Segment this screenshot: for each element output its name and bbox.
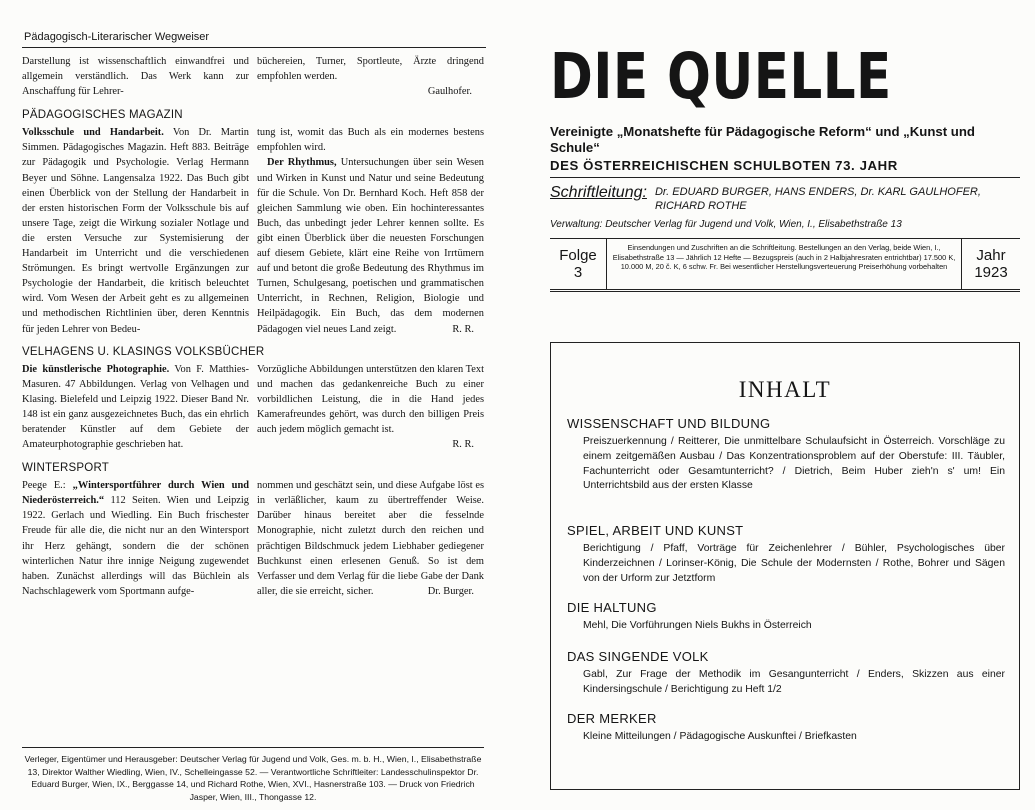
continuation-text-right: büchereien, Turner, Sportleute, Ärzte dringend empfohlen werden.: [257, 56, 484, 83]
toc-title: INHALT: [738, 377, 832, 402]
masthead-title: DIE QUELLE: [550, 40, 892, 113]
review-title: „Wintersportführer durch Wien und Niederösterreich.“: [22, 480, 249, 507]
editors-label: Schriftleitung:: [550, 184, 647, 201]
toc-section: [567, 523, 1005, 586]
review-text: Von Dr. Martin Simmen. Pädagogisches Magazin. Heft 883. Beiträge zur Pädagogik und Psychologie. Verlag Hermann Beyer und Söhne. Langensalza 1922. Das Buch gibt einen Überblick von der Stellung der Handarbeit in der ersten historischen Form der Volksschule bis auf unsere Tage, zeigt die Wirkung sozialer Notlage und die ersten Versuche zur Systemisierung der Handarbeit im Unterricht und die verschiedenen Strömungen. Es bringt wertvolle Ergänzungen zur Psychologie der Handarbeit, die kritisch beleuchtet wird. Vom Wesen der Arbeit geht es zu allgemeinen und methodischen Richtlinien über, deren Kenntnis für jeden Lehrer von Bedeu-: [22, 127, 249, 335]
toc-section: [567, 711, 1005, 745]
toc-section-entries: Gabl, Zur Frage der Methodik im Gesangunterricht / Enders, Skizzen aus einer Kindersingschule / Berichtigung zu Heft 1/2: [583, 669, 1005, 695]
review-signature: R. R.: [452, 439, 474, 451]
toc-section-entries: Mehl, Die Vorführungen Niels Bukhs in Österreich: [583, 620, 812, 631]
review-text: Untersuchungen über sein Wesen und Wirken in Kunst und Natur und seine Bedeutung für die Schule. Von Dr. Bernhard Koch. Heft 858 der gleichen Sammlung wie oben. Ein hochinteressantes Buch, das unbedingt jeder Lehrer kennen sollte. Es gibt einen Überblick über die neuesten Forschungen auf diesem Gebiete, klärt eine Reihe von Irrtümern auf und betont die große Bedeutung des Rhythmus im Turnen, Schulgesang, poetischen und grammatischen Unterricht, in Rechnen, Religion, Biologie und Heilpädagogik. Ein Buch, das dem modernen Pädagogen viel neues Land zeigt.: [257, 157, 485, 335]
review-title: Die künstlerische Photographie.: [22, 363, 170, 375]
administration-address: Verwaltung: Deutscher Verlag für Jugend und Volk, Wien, I., Elisabethstraße 13: [550, 219, 902, 230]
left-page: [0, 0, 505, 810]
issue-number: 3: [573, 264, 583, 281]
toc-section-entries: Preiszuerkennung / Reitterer, Die unmittelbare Schulaufsicht in Österreich. Vorschläge zu einem zeitgemäßen Ausbau / Das Konzentrationsproblem auf der Oberstufe: III. Täubler, Fachunterricht oder Gesamtunterricht? / Dietrich, Beim Huber zieh'n s' um! Ein Unterrichtsbild aus der ersten Klasse: [583, 436, 1005, 492]
imprint: Verleger, Eigentümer und Herausgeber: Deutscher Verlag für Jugend und Volk, Ges. m. b. H., Wien, I., Elisabethstraße 13, Direktor Walther Wiedling, Wien, IV., Schelleingasse 52. — Verantwortliche Schriftleiter: Landesschulinspektor Dr. Eduard Burger, Wien, IX., Berggasse 14, und Richard Rothe, Wien, XVI., Hasnerstraße 103. — Druck von Friedrich Jasper, Wien, III., Thongasse 12.: [22, 747, 484, 803]
issue-number-box: [550, 239, 607, 289]
year-label: Jahr: [976, 247, 1006, 264]
toc-section: [567, 600, 1005, 634]
toc-section-heading: SPIEL, ARBEIT UND KUNST: [567, 523, 744, 538]
review-title: Volksschule und Handarbeit.: [22, 127, 164, 139]
running-head: Pädagogisch-Literarischer Wegweiser: [22, 0, 486, 48]
review-signature: R. R.: [452, 323, 474, 335]
toc-section-heading: DAS SINGENDE VOLK: [567, 649, 709, 664]
table-of-contents: [550, 342, 1020, 790]
editorial-board: [550, 177, 1020, 230]
right-page: [536, 0, 1035, 810]
continuation-text-left: Darstellung ist wissenschaftlich einwandfrei und allgemein verständlich. Das Werk kann zur Anschaffung für Lehrer-: [22, 56, 249, 98]
review-signature: Gaulhofer.: [427, 86, 472, 98]
toc-section-heading: DER MERKER: [567, 711, 657, 726]
year-number: 1923: [974, 264, 1008, 281]
masthead-subtitle: Vereinigte „Monatshefte für Pädagogische Reform“ und „Kunst und Schule“: [550, 124, 975, 155]
issue-info-bar: [550, 238, 1020, 292]
toc-section-heading: DIE HALTUNG: [567, 600, 657, 615]
review-signature: Dr. Burger.: [427, 585, 474, 597]
section-title-wintersport: WINTERSPORT: [22, 462, 109, 475]
top-continuation: [22, 54, 484, 99]
review-title: Der Rhythmus,: [267, 157, 337, 169]
review-text: Vorzügliche Abbildungen unterstützen den klaren Text und machen das gedankenreiche Buch zu einer vorbildlichen Leistung, die in die Hand jedes Kamerafreundes gehört, was durch den billigen Preis auch jedem möglich gemacht ist.: [257, 363, 484, 435]
section-title-paedagogisches-magazin: PÄDAGOGISCHES MAGAZIN: [22, 109, 183, 122]
toc-section-heading: WISSENSCHAFT UND BILDUNG: [567, 416, 771, 431]
masthead-subtitle-2: DES ÖSTERREICHISCHEN SCHULBOTEN 73. JAHR: [550, 158, 898, 173]
issue-label: Folge: [559, 247, 597, 264]
year-box: [962, 239, 1020, 289]
review-text: 112 Seiten. Wien und Leipzig 1922. Gerlach und Wiedling. Ein Buch frischester Freude für alle die, die nicht nur an den Wintersport ihr Herz gehängt, sondern die der schönen winterlichen Natur ihre innige Neigung zugewendet haben. Zunächst allerdings will das Büchlein als Nachschlagewerk vom Sportmann aufge-: [22, 495, 249, 597]
toc-section-entries: Kleine Mitteilungen / Pädagogische Auskunftei / Briefkasten: [583, 731, 857, 742]
editors-names: Dr. EDUARD BURGER, HANS ENDERS, Dr. KARL GAULHOFER, RICHARD ROTHE: [654, 186, 981, 212]
review-text: Von F. Matthies-Masuren. 47 Abbildungen. Verlag von Velhagen und Klasing. Bielefeld und Leipzig 1922. Dieser Band Nr. 148 ist ein ganz ausgezeichnetes Buch, das ein ehrlich beratender Künstler auf dem Gebiete der Amateurphotographie geschrieben hat.: [22, 363, 249, 451]
review-author: Peege E.:: [22, 480, 66, 492]
section-title-velhagens: VELHAGENS U. KLASINGS VOLKSBÜCHER: [22, 345, 265, 358]
section-velhagens: [22, 362, 484, 453]
section-paedagogisches-magazin: [22, 125, 484, 336]
toc-section-entries: Berichtigung / Pfaff, Vorträge für Zeichenlehrer / Bühler, Psychologisches über Kinderzeichnen / Lorinser-König, Die Schule der Modernsten / Rothe, Bohrer und Sägen von der Urform zur Jetztform: [583, 543, 1005, 584]
toc-section: [567, 416, 1005, 494]
section-wintersport: [22, 478, 484, 599]
review-text: tung ist, womit das Buch als ein modernes bestens empfohlen wird.: [257, 127, 484, 154]
review-text: nommen und geschätzt sein, und diese Aufgabe löst es in verläßlicher, kaum zu übertreffender Weise. Darüber hinaus bereitet aber die fesselnde Monographie, nicht zuletzt durch den reichen und prächtigen Bildschmuck jedem Liebhaber gediegener Buchkunst einen erlesenen Genuß. So ist dem Verfasser und dem Verlag für die liebe Gabe der Dank aller, die sie erreicht, sicher.: [257, 480, 484, 597]
toc-section: [567, 649, 1005, 698]
subscription-info: Einsendungen und Zuschriften an die Schriftleitung. Bestellungen an den Verlag, beide Wien, I., Elisabethstraße 13 — Jährlich 12 Hefte — Bezugspreis (auch in 2 Halbjahresraten entrichtbar) 17.500 K, 10.000 M, 20 č. K, 6 schw. Fr. Bei wesentlicher Herstellungsverteuerung Preiserhöhung vorbehalten: [607, 239, 962, 289]
